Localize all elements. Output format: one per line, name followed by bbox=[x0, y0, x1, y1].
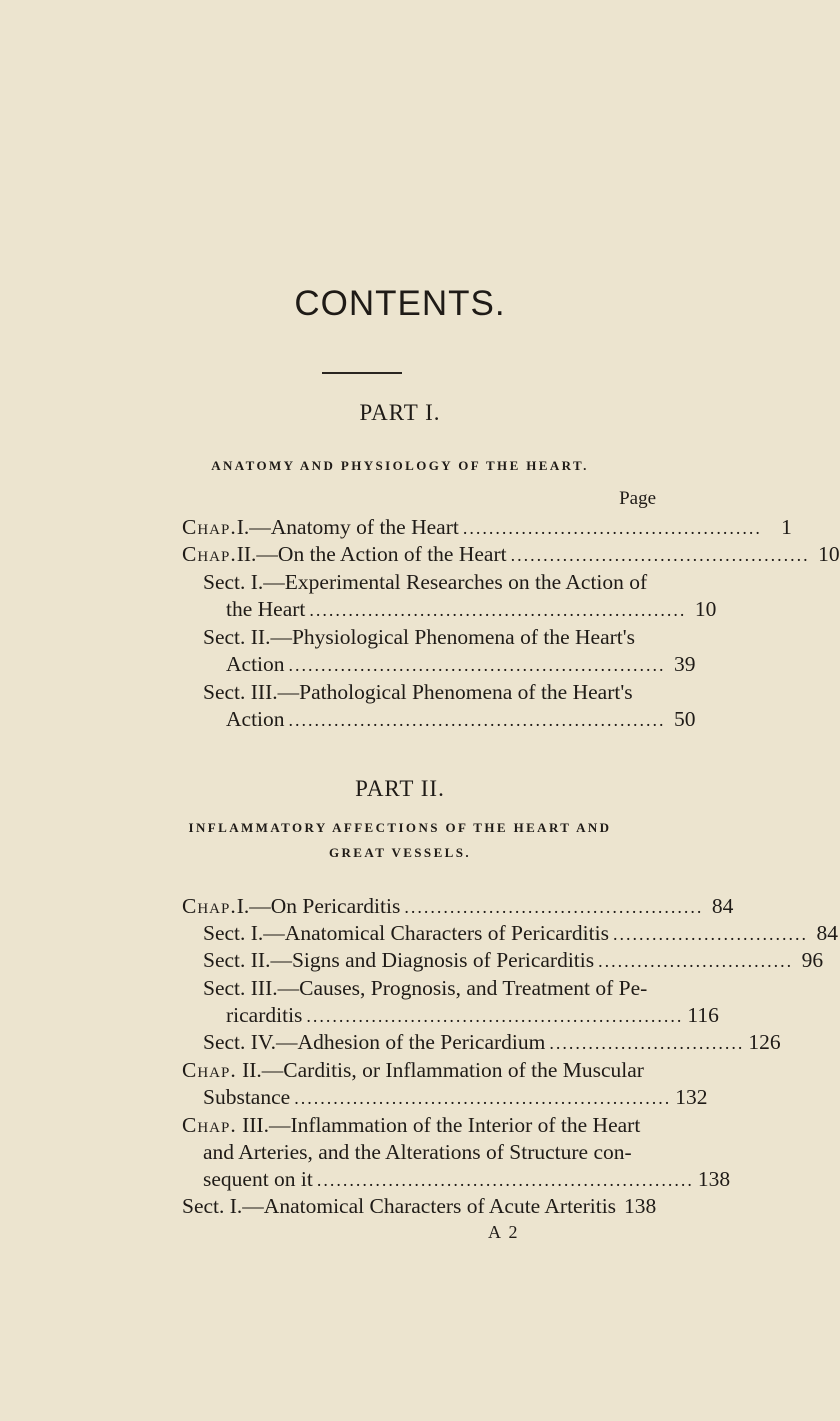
toc-entry-title: Sect. I.—Anatomical Characters of Acute Arteritis bbox=[182, 1194, 617, 1218]
toc-entry-line: and Arteries, and the Alterations of Structure con- bbox=[203, 1140, 632, 1164]
toc-entry: Chap. I.—On Pericarditis .............................................. 84 bbox=[182, 893, 656, 922]
title-divider bbox=[322, 372, 402, 374]
toc-entry-page: 126 bbox=[748, 1030, 781, 1054]
toc-entry-page: 138 bbox=[697, 1167, 731, 1191]
page-column-label: Page bbox=[619, 488, 656, 509]
part1-subheading: ANATOMY AND PHYSIOLOGY OF THE HEART. bbox=[211, 458, 589, 473]
toc-entry: Substance .......................................................... 132 bbox=[203, 1084, 656, 1113]
toc-entry-title: Sect. I.—Anatomical Characters of Pericarditis bbox=[203, 921, 609, 945]
toc-entry-page: 1 bbox=[781, 515, 792, 539]
toc-entry-title: Sect. II.—Signs and Diagnosis of Pericarditis bbox=[203, 948, 595, 972]
toc-entry bbox=[182, 1193, 656, 1222]
toc-entry: the Heart .......................................................... 10 bbox=[226, 596, 656, 625]
chapter-label: Chap. bbox=[182, 515, 237, 539]
chapter-label: Chap. bbox=[182, 1113, 237, 1137]
part2-subheading-line1: INFLAMMATORY AFFECTIONS OF THE HEART AND bbox=[188, 820, 612, 835]
chapter-label: Chap. bbox=[182, 894, 237, 918]
page-title: CONTENTS. bbox=[294, 284, 506, 323]
toc-entry-title: sequent on it bbox=[203, 1167, 313, 1191]
toc-entry-title: I.—Anatomy of the Heart bbox=[236, 515, 459, 539]
toc-entry: Sect. IV.—Adhesion of the Pericardium .............................. 126 bbox=[203, 1029, 656, 1058]
chapter-label: Chap. bbox=[182, 1058, 237, 1082]
toc-entry-title: Action bbox=[226, 652, 285, 676]
toc-entry-line: Sect. III.—Causes, Prognosis, and Treatment of Pe- bbox=[203, 976, 648, 1000]
toc-entry-line: Sect. I.—Experimental Researches on the Action of bbox=[203, 570, 648, 594]
toc-entry-page: 10 bbox=[694, 597, 717, 621]
toc-entry: Action .......................................................... 50 bbox=[226, 706, 656, 735]
toc-entry-line: Sect. II.—Physiological Phenomena of the Heart's bbox=[203, 625, 635, 649]
part2-heading: PART II. bbox=[355, 776, 445, 801]
toc-entry: ricarditis .......................................................... 116 bbox=[226, 1002, 656, 1031]
toc-entry: sequent on it .......................................................... 138 bbox=[203, 1166, 656, 1195]
toc-entry-title: III.—Inflammation of the Interior of the Heart bbox=[236, 1113, 641, 1137]
toc-entry-title: I.—On Pericarditis bbox=[236, 894, 401, 918]
toc-entry-page: 96 bbox=[801, 948, 824, 972]
part1-heading: PART I. bbox=[359, 400, 441, 425]
signature-mark: A 2 bbox=[488, 1222, 520, 1242]
chapter-label: Chap. bbox=[182, 542, 237, 566]
toc-entry-page: 50 bbox=[674, 707, 696, 731]
toc-entry: Chap. II.—On the Action of the Heart .............................................. 10 bbox=[182, 541, 656, 570]
toc-entry: Sect. I.—Anatomical Characters of Pericarditis .............................. 84 bbox=[203, 920, 656, 949]
toc-entry-title: II.—On the Action of the Heart bbox=[236, 542, 507, 566]
toc-entry-title: Action bbox=[226, 707, 285, 731]
toc-entry-page: 132 bbox=[675, 1085, 708, 1109]
toc-entry: Chap. I.—Anatomy of the Heart .............................................. 1 bbox=[182, 514, 656, 543]
toc-entry-title: Substance bbox=[203, 1085, 291, 1109]
toc-entry-page: 39 bbox=[674, 652, 696, 676]
toc-entry-page: 10 bbox=[818, 542, 840, 566]
toc-entry-line bbox=[182, 1113, 640, 1138]
toc-entry-page: 138 bbox=[624, 1194, 657, 1218]
toc-entry-page: 84 bbox=[816, 921, 838, 945]
part2-subheading-line2: GREAT VESSELS. bbox=[329, 845, 471, 860]
toc-entry-page: 116 bbox=[687, 1003, 719, 1027]
toc-entry: Sect. II.—Signs and Diagnosis of Pericarditis .............................. 96 bbox=[203, 947, 656, 976]
toc-entry-title: Sect. IV.—Adhesion of the Pericardium bbox=[203, 1030, 546, 1054]
toc-entry-title: the Heart bbox=[226, 597, 306, 621]
toc-entry-line bbox=[182, 1058, 644, 1083]
toc-entry-title: ricarditis bbox=[226, 1003, 303, 1027]
toc-entry: Action .......................................................... 39 bbox=[226, 651, 656, 680]
toc-entry-title: II.—Carditis, or Inflammation of the Muscular bbox=[236, 1058, 644, 1082]
toc-entry-page: 84 bbox=[711, 894, 734, 918]
toc-entry-line: Sect. III.—Pathological Phenomena of the Heart's bbox=[203, 680, 633, 704]
